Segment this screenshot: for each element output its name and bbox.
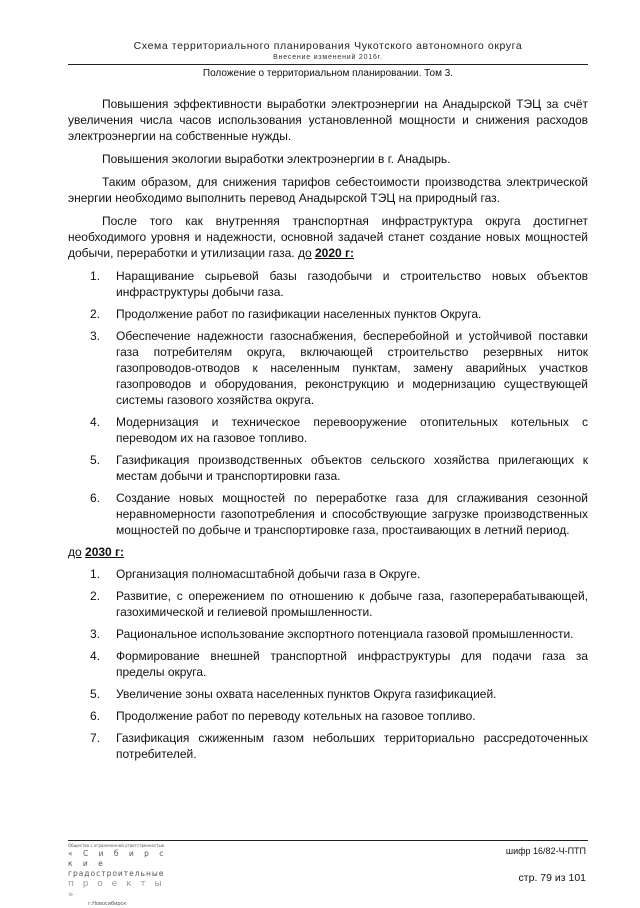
list-item bbox=[90, 490, 588, 538]
list-item bbox=[90, 626, 588, 642]
logo-line-name-2: градостроительные bbox=[68, 869, 165, 878]
list-item-number: 1. bbox=[90, 269, 101, 283]
list-item-number: 2. bbox=[90, 307, 101, 321]
list-item bbox=[90, 730, 588, 762]
header-divider bbox=[68, 64, 588, 65]
section-heading-2030 bbox=[68, 544, 588, 560]
list-item-text: Газификация производственных объектов сельского хозяйства прилегающих к местам добычи и транспортировки газа. bbox=[116, 453, 588, 483]
list-item-number: 7. bbox=[90, 731, 101, 745]
list-item bbox=[90, 588, 588, 620]
list-item-text: Увеличение зоны охвата населенных пунктов Округа газификацией. bbox=[116, 687, 497, 701]
list-item-text: Модернизация и техническое перевооружение отопительных котельных с переводом их на газовое топливо. bbox=[116, 415, 588, 445]
page-header bbox=[68, 40, 588, 80]
intro-text: После того как внутренняя транспортная инфраструктура округа достигнет необходимого уровня и надежности, основной задачей станет создание новых мощностей добычи, переработки и утилизации газа. bbox=[68, 214, 588, 260]
list-item-text: Рациональное использование экспортного потенциала газовой промышленности. bbox=[116, 627, 574, 641]
list-2020 bbox=[68, 268, 588, 538]
logo-line-org: Общество с ограниченной ответственностью bbox=[68, 843, 165, 848]
page-number: стр. 79 из 101 bbox=[518, 872, 586, 884]
list-item-text: Организация полномасштабной добычи газа в Округе. bbox=[116, 567, 421, 581]
period-year-2030: 2030 г: bbox=[85, 545, 125, 559]
footer-divider bbox=[68, 840, 588, 841]
list-item bbox=[90, 268, 588, 300]
period-prefix-2030: до bbox=[68, 545, 82, 559]
intro-paragraph bbox=[68, 213, 588, 261]
period-year-2020: 2020 г: bbox=[315, 246, 355, 260]
list-item-text: Продолжение работ по переводу котельных на газовое топливо. bbox=[116, 709, 476, 723]
list-item-text: Обеспечение надежности газоснабжения, бесперебойной и устойчивой поставки газа потребителям округа, включающей строительство резервных ниток газопроводов-отводов к населенным пунктам, замену аварийных участков газопроводов и оборудования, реконструкцию и модернизацию существующей системы газового хозяйства округа. bbox=[116, 329, 588, 407]
list-item-text: Развитие, с опережением по отношению к добыче газа, газоперерабатывающей, газохимической и гелиевой промышленности. bbox=[116, 589, 588, 619]
list-item-number: 4. bbox=[90, 649, 101, 663]
list-item bbox=[90, 414, 588, 446]
list-item-number: 6. bbox=[90, 491, 101, 505]
paragraph: Таким образом, для снижения тарифов себестоимости производства электрической энергии необходимо выполнить перевод Анадырской ТЭЦ на природный газ. bbox=[68, 175, 588, 205]
list-item bbox=[90, 328, 588, 408]
list-item-number: 4. bbox=[90, 415, 101, 429]
list-item-number: 6. bbox=[90, 709, 101, 723]
list-item-number: 1. bbox=[90, 567, 101, 581]
list-item-text: Наращивание сырьевой базы газодобычи и строительство новых объектов инфраструктуры добычи газа. bbox=[116, 269, 588, 299]
document-title: Схема территориального планирования Чукотского автономного округа bbox=[133, 40, 523, 52]
volume-title: Положение о территориальном планировании. Том 3. bbox=[202, 68, 454, 79]
logo-line-city: г.Новосибирск bbox=[88, 901, 127, 907]
list-item bbox=[90, 708, 588, 724]
list-item-text: Формирование внешней транспортной инфраструктуры для подачи газа за пределы округа. bbox=[116, 649, 588, 679]
list-2030 bbox=[68, 566, 588, 762]
paragraph: Повышения экологии выработки электроэнергии в г. Анадырь. bbox=[102, 152, 451, 166]
document-subtitle: Внесение изменений 2016г. bbox=[273, 54, 383, 61]
list-item bbox=[90, 648, 588, 680]
list-item-text: Продолжение работ по газификации населенных пунктов Округа. bbox=[116, 307, 482, 321]
period-prefix-2020: до bbox=[297, 246, 312, 260]
list-item-number: 3. bbox=[90, 627, 101, 641]
paragraph: Повышения эффективности выработки электроэнергии на Анадырской ТЭЦ за счёт увеличения числа часов использования установленной мощности и снижения расходов электроэнергии на собственные нужды. bbox=[68, 97, 588, 143]
list-item-number: 5. bbox=[90, 453, 101, 467]
company-logo bbox=[68, 843, 178, 908]
list-item-number: 3. bbox=[90, 329, 101, 343]
list-item bbox=[90, 566, 588, 582]
document-cipher: шифр 16/82-Ч-ПТП bbox=[505, 846, 586, 856]
list-item bbox=[90, 452, 588, 484]
logo-line-name-3: п р о е к т ы » bbox=[68, 879, 165, 900]
list-item-text: Газификация сжиженным газом небольших территориально рассредоточенных потребителей. bbox=[116, 731, 588, 761]
list-item-number: 2. bbox=[90, 589, 101, 603]
list-item bbox=[90, 686, 588, 702]
logo-line-name: « С и б и р с к и е bbox=[68, 849, 168, 868]
list-item-number: 5. bbox=[90, 687, 101, 701]
list-item bbox=[90, 306, 588, 322]
page-body bbox=[68, 96, 588, 768]
list-item-text: Создание новых мощностей по переработке газа для сглаживания сезонной неравномерности газопотребления и способствующие загрузке производственных мощностей по добыче и транспортировке газа, простаивающих в летний период. bbox=[116, 491, 588, 537]
